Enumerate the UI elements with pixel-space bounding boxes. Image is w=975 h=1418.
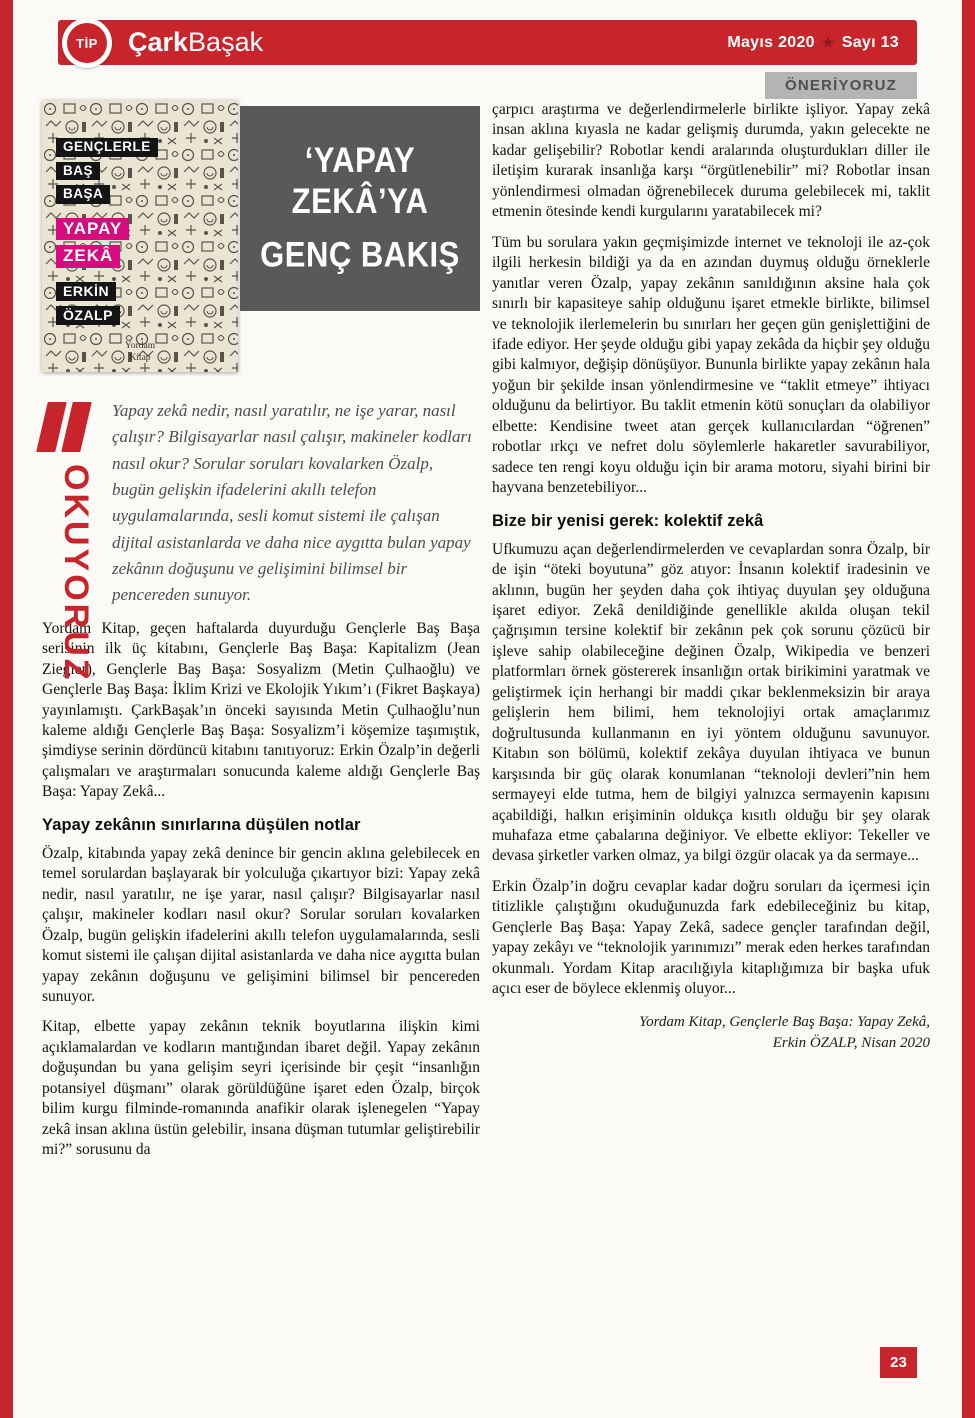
lead-quote-block — [42, 398, 480, 683]
tip-logo-text: TİP — [67, 23, 107, 63]
body-paragraph: çarpıcı araştırma ve değerlendirmelerle birlikte işliyor. Yapay zekâ insan aklına kıyasla ne kadar gelişmiş durumda, yakın gelecekte ne kadar gelişebilir? Robotlar kendi aralarında oluşturdukları diller ile iletişim kurarak insanlığa karşı “örgütlenebilir” mi? Robotlar insan yönlendirmesi olmadan öğrenebilecek duruma gelebilecek mi, taklit etmenin ötesinde kendi kurgularını yaratabilecek mi? — [492, 101, 930, 221]
quote-gutter — [42, 398, 112, 683]
magazine-title-bold: Çark — [128, 27, 189, 57]
masthead — [58, 20, 917, 65]
tip-party-logo-icon — [62, 18, 112, 68]
right-edge-band — [962, 0, 975, 1418]
cover-title-word: ZEKÂ — [56, 245, 120, 268]
left-edge-band — [0, 0, 13, 1418]
credit-line2: Erkin ÖZALP, Nisan 2020 — [772, 1034, 930, 1051]
book-cover — [42, 100, 238, 372]
cover-series-word: BAŞ — [56, 162, 100, 181]
quote-mark-icon — [42, 402, 112, 452]
column-label-okuyoruz: OKUYORUZ — [57, 464, 95, 683]
body-paragraph: Erkin Özalp’in doğru cevaplar kadar doğru soruları da içermesi için titizlikle çalıştığını okuduğunuzda fark edebileceğiniz bu kitap, Gençlerle Baş Başa: Yapay Zekâ, sadece gençler tarafından değil, yapay zekâyı ve “teknolojik yarınımızı” merak eden herkes tarafından okunmalı. Yordam Kitap aracılığıyla kitaplığımıza bir başka ufuk açıcı eser de böylece eklenmiş oluyor... — [492, 877, 930, 998]
body-paragraph: Özalp, kitabında yapay zekâ denince bir gencin aklına gelebilecek en temel sorulardan başlayarak bir yolculuğa çıkartıyor bizi: Yapay zekâ nedir, nasıl yaratılır, ne işe yarar, nasıl çalışır? Bilgisayarlar nasıl çalışır, makineler kodları nasıl okur? Sorular soruları kovalarken Özalp, bugün gelişkin ifadelerini akıllı telefon uygulamalarında, sesli komut sistemi ile çalışan dijital asistanlarda ve daha nice aygıtta bulan yapay zekânın doğuşunu ve gelişimini bilimsel bir pencereden sunuyor. — [42, 844, 480, 1005]
star-icon: ★ — [821, 34, 835, 50]
credit-line1: Yordam Kitap, Gençlerle Baş Başa: Yapay Zekâ, — [639, 1013, 930, 1030]
cover-series-word: BAŞA — [56, 185, 110, 204]
subhead-notes: Yapay zekânın sınırlarına düşülen notlar — [42, 815, 361, 834]
cover-publisher — [42, 341, 238, 365]
body-paragraph: Yordam Kitap, geçen haftalarda duyurduğu Gençlerle Baş Başa serisinin ilk üç kitabını, Gençlerle Baş Başa: Kapitalizm (Jean Ziegler), Gençlerle Baş Başa: Sosyalizm (Metin Çulhaoğlu) ve Gençlerle Baş Başa: İklim Krizi ve Ekolojik Yıkım’ı (Fikret Başkaya) yayınlamıştı. ÇarkBaşak’ın önceki sayısında Metin Çulhaoğlu’nun kaleme aldığı Gençlerle Baş Başa: Sosyalizm’i köşemize taşımıştık, şimdiyse serinin dördüncü kitabını tanıtıyoruz: Erkin Özalp’in değerli çalışmaları ve araştırmaları sonucunda kaleme aldığı Gençlerle Baş Başa: Yapay Zekâ... — [42, 619, 480, 801]
issue-number: Sayı 13 — [841, 33, 899, 51]
page-number: 23 — [880, 1347, 917, 1378]
left-column-body — [42, 619, 480, 1161]
right-column — [492, 100, 930, 1054]
cover-publisher-line1: Yordam — [124, 341, 156, 352]
body-paragraph: Kitap, elbette yapay zekânın teknik boyutlarına ilişkin kimi açıklamalardan ve kodların mantığından ibaret değil. Yapay zekânın doğuşundan bu yana gelişim seyri içerisinde bir çeşit “insanlığın potansiyel düşmanı” olarak görüldüğüne işaret eden Özalp, birçok bilim kurgu filminde-romanında anafikir olarak işlenegelen “Yapay zekâ insan aklına üstün gelebilir, insana düşman tutumlar geliştirebilir mi?” sorusunu da — [42, 1018, 480, 1159]
body-paragraph: Ufkumuzu açan değerlendirmelerden ve cevaplardan sonra Özalp, bir de işin “öteki boyutuna” göz atıyor: İnsanın kolektif iradesinin ve aklının, bugün her şeyden daha çok ihtiyaç duyulan şey olduğuna işaret ediyor. Zekâ denildiğinde genellikle akılda oluşan tekil çağrışımın tersine kolektif bir zekânın pek çok sorunu çözücü bir işleve sahip olabileceğine değinen Özalp, Wikipedia ve benzeri platformları örnek göstererek insanlığın ortak birikimini yaratmak ve geliştirmek için herhangi bir maddi çıkar beklenmeksizin bir araya gelişlerin hem bilimi, hem teknolojiyi ortak amaçlarımız doğrultusunda kullanmanın en iyi yöntem olduğunu savunuyor. Kitabın son bölümü, kolektif zekâya duyulan ihtiyaca ve bunun karşısında bir güç olarak konumlanan “teknoloji devleri”nin hem sermayeyi elde tutma, hem de bilgiyi yalnızca sermayenin kapısını açabildiği, halkın erişiminin oldukça kısıtlı olduğu bir şey olarak muhafaza etme çabalarına değiniyor. Ve elbette ekliyor: Tekeller ve devasa şirketler varken olmaz, ya bilgi özgür olacak ya da sermaye... — [492, 540, 930, 865]
headline-line2: GENÇ BAKIŞ — [260, 233, 460, 275]
section-badge: ÖNERİYORUZ — [765, 72, 917, 99]
cover-labels — [42, 100, 238, 372]
cover-series-word: GENÇLERLE — [56, 138, 158, 157]
cover-title-word: YAPAY — [56, 218, 129, 241]
magazine-title — [128, 29, 263, 56]
feature-block — [42, 100, 480, 384]
body-paragraph: Tüm bu sorulara yakın geçmişimizde internet ve teknoloji ile az-çok ilgili herkesin bildiği ya da en azından duymuş olduğu örneklerle yanıtlar veren Özalp, yapay zekânın sanıldığının aksine hala çok sınırlı bir kapasiteye sahip olduğunu işaret etmekle birlikte, bilimsel ve teknolojik ilerlemelerin bu sınırları her geçen gün genişlettiğini de ifade ediyor. Her şeyde olduğu gibi yapay zekâda da hiçbir şey olduğu gibi kalmıyor, değişip dönüşüyor. Bununla birlikte yapay zekânın hala yoğun bir şekilde insan yönlendirmesine ve “taklit etmeye” ihtiyacı olduğunu da belirtiyor. Bu taklit etmenin kötü sonuçları da olabiliyor elbette: Kendisine tweet atan gerçek kullanıcılardan “öğrenen” robotlar ırkçı ve nefret dolu söylemlerle hakaretler savurabiliyor, sadece ten rengi koyu olduğu için bir arama motoru, siyahi birini bir hayvana benzetebiliyor... — [492, 233, 930, 497]
cover-author-word: ERKİN — [56, 282, 116, 301]
headline-line1: ‘YAPAY ZEKÂ’YA — [291, 139, 429, 221]
right-column-body — [492, 100, 930, 1054]
magazine-title-regular: Başak — [188, 27, 264, 57]
article-headline — [240, 106, 480, 311]
issue-info — [727, 34, 899, 52]
subhead-kolektif: Bize bir yenisi gerek: kolektif zekâ — [492, 511, 764, 530]
lead-quote-text: Yapay zekâ nedir, nasıl yaratılır, ne işe yarar, nasıl çalışır? Bilgisayarlar nasıl çalışır, makineler kodları nasıl okur? Sorular soruları kovalarken Özalp, bugün gelişkin ifadelerini akıllı telefon uygulamalarında, sesli komut sistemi ile çalışan dijital asistanlarda ve daha nice aygıtta bulan yapay zekânın doğuşunu ve gelişimini bilimsel bir pencereden sunuyor. — [112, 401, 472, 605]
cover-publisher-line2: Kitap — [129, 353, 151, 364]
book-credit — [492, 1012, 930, 1054]
cover-author-word: ÖZALP — [56, 306, 120, 325]
left-column — [42, 100, 480, 1171]
issue-date: Mayıs 2020 — [727, 33, 815, 51]
